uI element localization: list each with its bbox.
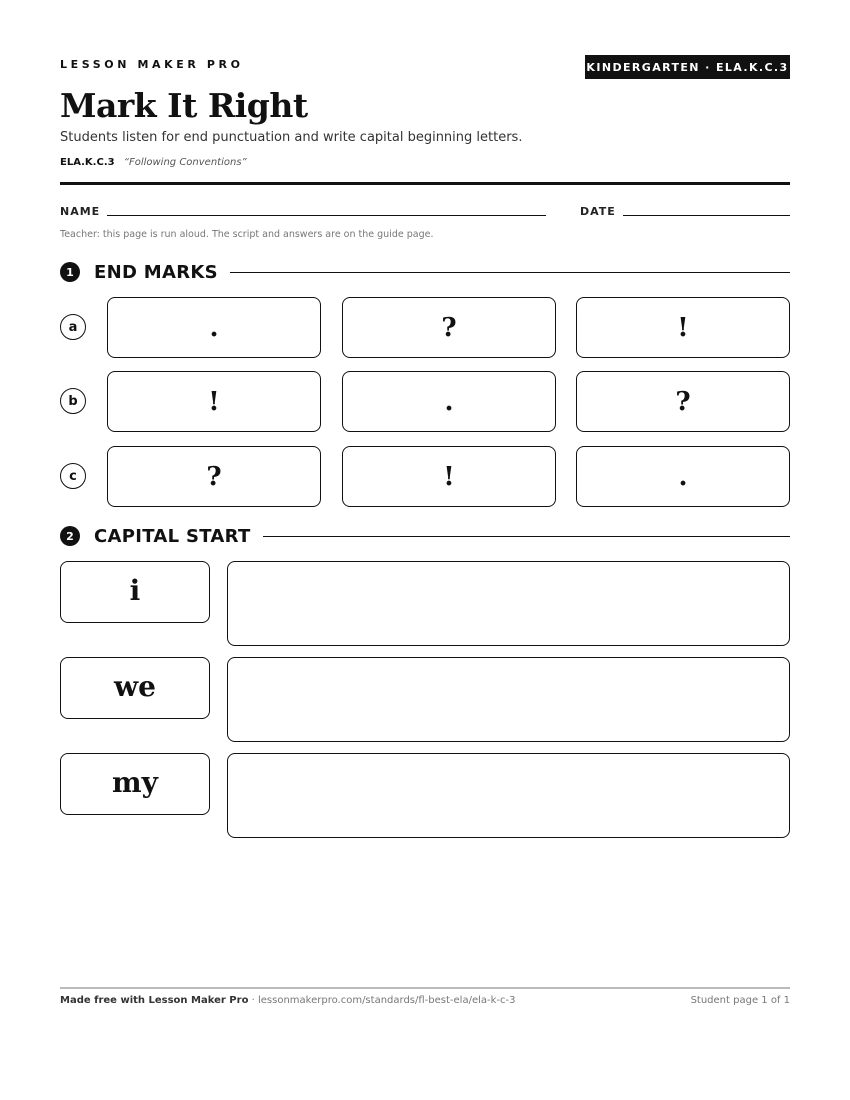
section-capital-start-header bbox=[60, 524, 790, 548]
section-rule bbox=[230, 272, 790, 273]
name-field[interactable] bbox=[107, 215, 546, 216]
standard-line bbox=[60, 157, 247, 168]
section-rule bbox=[263, 536, 790, 537]
header-divider bbox=[60, 182, 790, 185]
row-label-b: b bbox=[60, 388, 86, 414]
mark-choice-box[interactable]: ! bbox=[107, 371, 321, 432]
footer-credit bbox=[60, 995, 515, 1006]
row-label-a: a bbox=[60, 314, 86, 340]
section-title: END MARKS bbox=[94, 261, 218, 283]
brand-name: LESSON MAKER PRO bbox=[60, 58, 244, 71]
mark-choice-box[interactable]: ? bbox=[107, 446, 321, 507]
page-title: Mark It Right bbox=[60, 86, 308, 125]
section-number-badge: 2 bbox=[60, 526, 80, 546]
worksheet-page bbox=[60, 0, 790, 1100]
writing-box[interactable] bbox=[227, 561, 790, 646]
row-label-c: c bbox=[60, 463, 86, 489]
date-label: DATE bbox=[580, 205, 616, 218]
footer-url[interactable]: · lessonmakerpro.com/standards/fl-best-ela/ela-k-c-3 bbox=[248, 995, 516, 1006]
mark-choice-box[interactable]: ? bbox=[342, 297, 556, 358]
writing-box[interactable] bbox=[227, 753, 790, 838]
mark-choice-box[interactable]: . bbox=[576, 446, 790, 507]
name-label: NAME bbox=[60, 205, 101, 218]
section-number-badge: 1 bbox=[60, 262, 80, 282]
word-card: we bbox=[60, 657, 210, 719]
standard-code: ELA.K.C.3 bbox=[60, 157, 115, 168]
footer-made-with: Made free with Lesson Maker Pro bbox=[60, 995, 249, 1006]
word-card: my bbox=[60, 753, 210, 815]
footer-divider bbox=[60, 987, 790, 989]
mark-choice-box[interactable]: ! bbox=[576, 297, 790, 358]
section-end-marks-header bbox=[60, 260, 790, 284]
mark-choice-box[interactable]: . bbox=[107, 297, 321, 358]
footer-page-number: Student page 1 of 1 bbox=[690, 995, 790, 1006]
word-card: i bbox=[60, 561, 210, 623]
mark-choice-box[interactable]: ? bbox=[576, 371, 790, 432]
writing-box[interactable] bbox=[227, 657, 790, 742]
mark-choice-box[interactable]: . bbox=[342, 371, 556, 432]
mark-choice-box[interactable]: ! bbox=[342, 446, 556, 507]
section-title: CAPITAL START bbox=[94, 525, 251, 547]
grade-badge: KINDERGARTEN · ELA.K.C.3 bbox=[585, 55, 790, 79]
standard-name: “Following Conventions” bbox=[123, 157, 247, 168]
page-subtitle: Students listen for end punctuation and write capital beginning letters. bbox=[60, 130, 523, 145]
teacher-note: Teacher: this page is run aloud. The script and answers are on the guide page. bbox=[60, 229, 434, 240]
date-field[interactable] bbox=[623, 215, 790, 216]
